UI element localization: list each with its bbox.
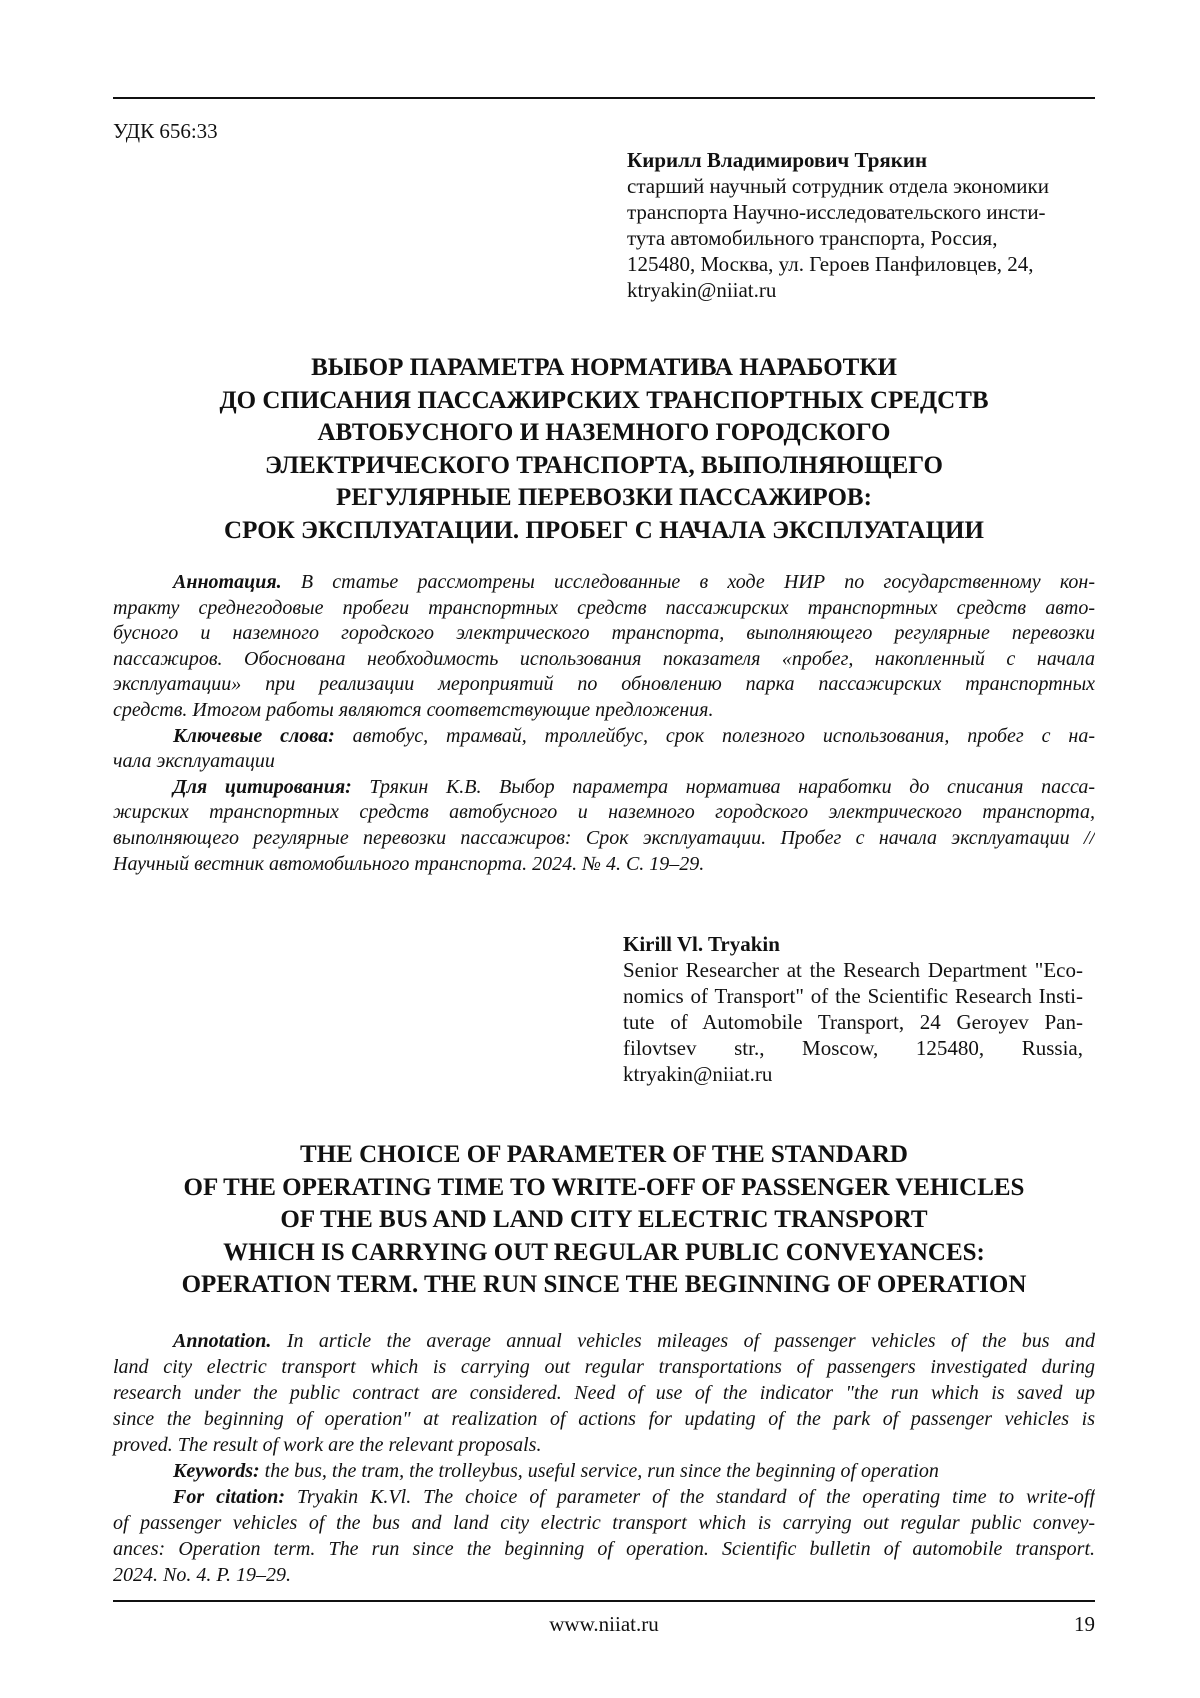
footer-url[interactable]: www.niiat.ru xyxy=(0,1611,1200,1637)
title-line: РЕГУЛЯРНЫЕ ПЕРЕВОЗКИ ПАССАЖИРОВ: xyxy=(113,482,1095,515)
title-line: OPERATION TERM. THE RUN SINCE THE BEGINNING OF OPERATION xyxy=(113,1269,1095,1302)
annotation-label: Annotation. xyxy=(173,1330,271,1352)
title-line: ДО СПИСАНИЯ ПАССАЖИРСКИХ ТРАНСПОРТНЫХ СРЕДСТВ xyxy=(113,385,1095,418)
author-ru-line: старший научный сотрудник отдела экономики xyxy=(627,173,1097,199)
citation-line: Научный вестник автомобильного транспорта. 2024. № 4. С. 19–29. xyxy=(113,852,1095,878)
author-ru-email: ktryakin@niiat.ru xyxy=(627,277,1097,303)
keywords-line xyxy=(113,1458,1095,1484)
title-line: ВЫБОР ПАРАМЕТРА НОРМАТИВА НАРАБОТКИ xyxy=(113,352,1095,385)
author-en-line: nomics of Transport" of the Scientific Research Insti- xyxy=(623,983,1083,1009)
annotation-line: proved. The result of work are the relevant proposals. xyxy=(113,1432,1095,1458)
title-line: СРОК ЭКСПЛУАТАЦИИ. ПРОБЕГ С НАЧАЛА ЭКСПЛУАТАЦИИ xyxy=(113,515,1095,548)
udk-code: УДК 656:33 xyxy=(113,118,218,144)
abstract-en xyxy=(113,1328,1095,1588)
page-number: 19 xyxy=(1074,1611,1095,1637)
author-en xyxy=(623,931,1083,1087)
annotation-text: В статье рассмотрены исследованные в ходе НИР по государственному кон- xyxy=(301,571,1095,593)
annotation-line xyxy=(113,1328,1095,1354)
keywords-label: Keywords: xyxy=(173,1460,260,1482)
title-line: WHICH IS CARRYING OUT REGULAR PUBLIC CONVEYANCES: xyxy=(113,1237,1095,1270)
annotation-line: бусного и наземного городского электрического транспорта, выполняющего регулярные перевозки xyxy=(113,621,1095,647)
annotation-line: research under the public contract are considered. Need of use of the indicator "the run which is saved up xyxy=(113,1380,1095,1406)
citation-line: of passenger vehicles of the bus and land city electric transport which is carrying out regular public convey- xyxy=(113,1510,1095,1536)
citation-line: ances: Operation term. The run since the beginning of operation. Scientific bulletin of automobile transport. xyxy=(113,1536,1095,1562)
citation-line xyxy=(113,775,1095,801)
abstract-ru xyxy=(113,570,1095,877)
bottom-rule xyxy=(113,1600,1095,1602)
citation-label: For citation: xyxy=(173,1486,285,1508)
annotation-line: тракту среднегодовые пробеги транспортных средств пассажирских транспортных средств авто- xyxy=(113,596,1095,622)
title-line: THE CHOICE OF PARAMETER OF THE STANDARD xyxy=(113,1139,1095,1172)
citation-text: Tryakin K.Vl. The choice of parameter of the standard of the operating time to write-off xyxy=(297,1486,1095,1508)
keywords-line: чала эксплуатации xyxy=(113,749,1095,775)
author-en-name: Kirill Vl. Tryakin xyxy=(623,931,1083,957)
annotation-line xyxy=(113,570,1095,596)
author-en-email: ktryakin@niiat.ru xyxy=(623,1061,1083,1087)
author-ru-line: тута автомобильного транспорта, Россия, xyxy=(627,225,1097,251)
annotation-label: Аннотация. xyxy=(173,571,282,593)
citation-text: Трякин К.В. Выбор параметра норматива наработки до списания пасса- xyxy=(369,776,1095,798)
author-en-line: Senior Researcher at the Research Department "Eco- xyxy=(623,957,1083,983)
title-ru xyxy=(113,352,1095,548)
author-en-line: filovtsev str., Moscow, 125480, Russia, xyxy=(623,1035,1083,1061)
author-ru-line: транспорта Научно-исследовательского инсти- xyxy=(627,199,1097,225)
title-en xyxy=(113,1139,1095,1302)
citation-line: 2024. No. 4. P. 19–29. xyxy=(113,1562,1095,1588)
annotation-line: средств. Итогом работы являются соответствующие предложения. xyxy=(113,698,1095,724)
annotation-line: land city electric transport which is carrying out regular transportations of passengers investigated during xyxy=(113,1354,1095,1380)
keywords-label: Ключевые слова: xyxy=(173,725,335,747)
annotation-text: In article the average annual vehicles mileages of passenger vehicles of the bus and xyxy=(287,1330,1095,1352)
keywords-line xyxy=(113,724,1095,750)
annotation-line: since the beginning of operation" at realization of actions for updating of the park of passenger vehicles is xyxy=(113,1406,1095,1432)
title-line: OF THE BUS AND LAND CITY ELECTRIC TRANSPORT xyxy=(113,1204,1095,1237)
top-rule xyxy=(113,97,1095,99)
title-line: ЭЛЕКТРИЧЕСКОГО ТРАНСПОРТА, ВЫПОЛНЯЮЩЕГО xyxy=(113,450,1095,483)
keywords-text: автобус, трамвай, троллейбус, срок полезного использования, пробег с на- xyxy=(353,725,1095,747)
author-ru-name: Кирилл Владимирович Трякин xyxy=(627,147,1097,173)
annotation-line: пассажиров. Обоснована необходимость использования показателя «пробег, накопленный с начала xyxy=(113,647,1095,673)
citation-line: выполняющего регулярные перевозки пассажиров: Срок эксплуатации. Пробег с начала эксплуатации // xyxy=(113,826,1095,852)
citation-line xyxy=(113,1484,1095,1510)
author-en-line: tute of Automobile Transport, 24 Geroyev Pan- xyxy=(623,1009,1083,1035)
title-line: АВТОБУСНОГО И НАЗЕМНОГО ГОРОДСКОГО xyxy=(113,417,1095,450)
citation-line: жирских транспортных средств автобусного и наземного городского электрического транспорта, xyxy=(113,800,1095,826)
citation-label: Для цитирования: xyxy=(173,776,352,798)
author-ru-line: 125480, Москва, ул. Героев Панфиловцев, 24, xyxy=(627,251,1097,277)
annotation-line: эксплуатации» при реализации мероприятий по обновлению парка пассажирских транспортных xyxy=(113,672,1095,698)
title-line: OF THE OPERATING TIME TO WRITE-OFF OF PASSENGER VEHICLES xyxy=(113,1172,1095,1205)
author-ru xyxy=(627,147,1097,303)
keywords-text: the bus, the tram, the trolleybus, useful service, run since the beginning of operation xyxy=(265,1460,939,1482)
